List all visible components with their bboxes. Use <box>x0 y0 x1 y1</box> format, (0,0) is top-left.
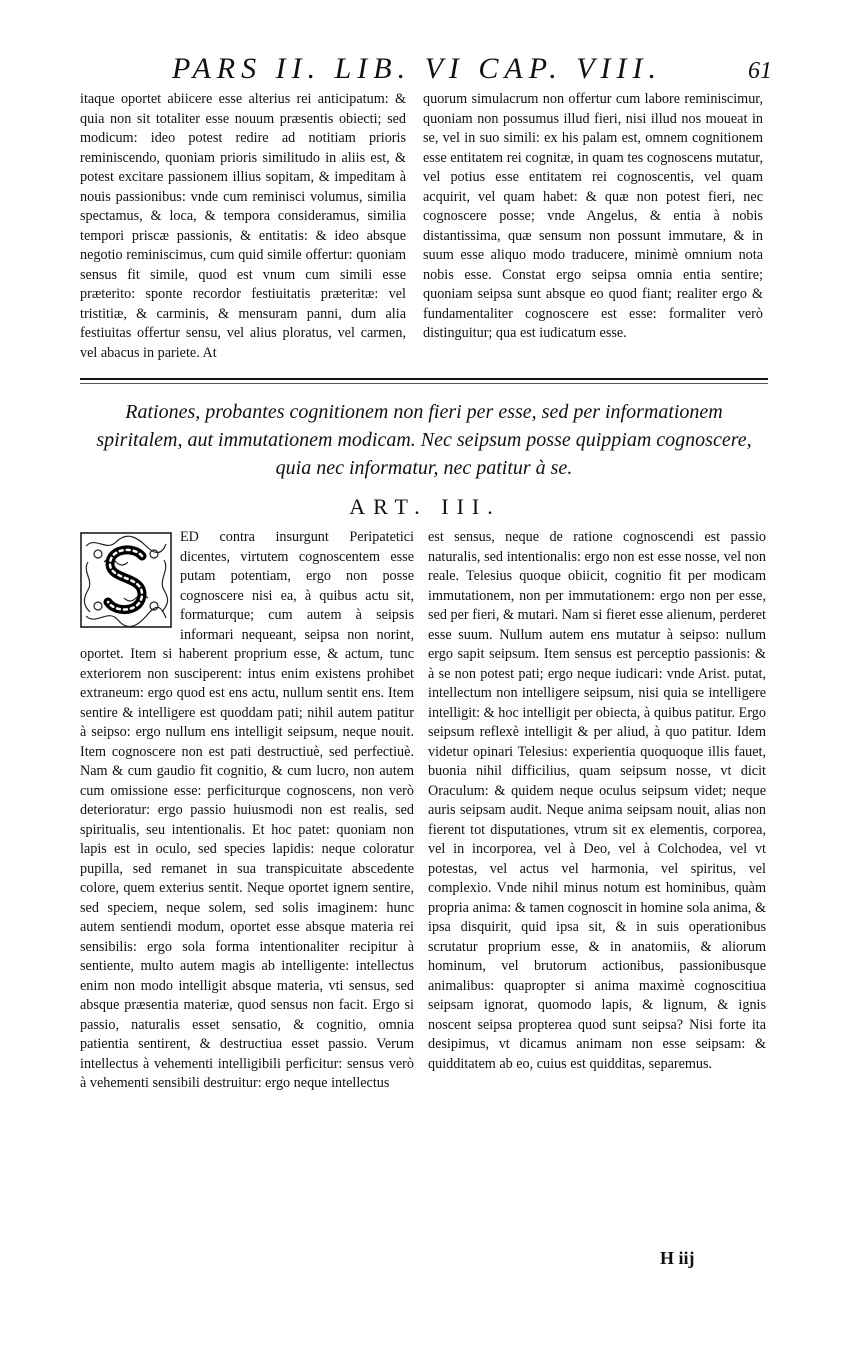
bottom-right-column <box>428 528 766 1074</box>
bottom-left-paragraph: ED contra insurgunt Peripatetici dicentes, virtutem cognoscentem esse putam potentiam, ergo non posse cognoscere nisi ea, à quibus actu sit, formaturque; cum autem à seipsis informari nequeant, seipsa non norint, oportet. Item si haberent proprium esse, & actum, tunc exteriorem non susciperent: intus enim existens prohibet extraneum: ergo quod est ens actu, nullum sentit ens. Item sentire & intelligere est quoddam pati; nihil autem patitur à seipso: ergo nullum ens intelligit seipsum, neque nouit. Item cognoscere non est pati destructiuè, sed perfectiuè. Nam & cum gaudio fit cognitio, & cum lucro, non autem cum omissione esse: perficiturque cognoscens, non verò deterioratur: ergo passio huiusmodi non est realis, sed spiritualis, seu intentionalis. Et hoc patet: quoniam non lapis est in oculo, sed species lapidis: neque coloratur pupilla, sed remanet in sua transpicuitate abscedente colore, quem exterius sentit. Neque oportet ignem sentire, sed speciem, neque solem, sed solis imaginem: hunc autem sentiendi modum, oportet esse absque materia rei sensibilis: ergo sola forma intentionaliter recipitur à sentiente, multo autem magis ab intelligente: intellectus enim non modo intelligit absque materia, vti sensus, sed absque præsentia materiæ, quod sensus non facit. Ergo si passio, naturalis esset sensatio, & cognitio, omnia patientia sentirent, & destructiua esset passio. Verum intellectus à vehementi intelligibili perficitur: sensus verò à vehementi sensibili destruitur: ergo neque intellectus <box>80 529 414 1091</box>
section-heading: Rationes, probantes cognitionem non fieri per esse, sed per informationem spiritalem, aut immutationem modicam. Nec seipsum posse quippiam cognoscere, quia nec informatur, nec patitur à se. <box>96 401 752 479</box>
decorated-initial-s-icon <box>80 532 172 628</box>
running-head: PARS II. LIB. VI CAP. VIII. <box>172 52 662 85</box>
page-number: 61 <box>748 58 772 84</box>
article-label: ART. III. <box>349 494 501 519</box>
section-divider <box>80 378 768 380</box>
bottom-left-column <box>80 528 414 1094</box>
bottom-right-paragraph: est sensus, neque de ratione cognoscendi est passio naturalis, sed intentionalis: ergo non est esse nosse, vel non reale. Telesius quoque obiicit, cognitio fit per modicam immutationem, non per immutationem: ergo non per esse, sed per fieri, & mutari. Nam si fieret esse alienum, perderet esse suum. Nullum autem ens mutatur à seipso: nullum ergo sapit seipsum. Item sensus est perceptio passionis: & à se non potest pati; ergo neque iudicari: vnde Arist. putat, intellectum non intelligere seipsum, nisi quia se intelligere intelligit: & hoc intelligit per obiecta, à quibus patitur. Ergo seipsum reflexè intelligit & per aliud, à quo patitur. Idem videtur opinari Telesius: experientia quoquoque illis fauet, buonia nihil difficilius, quam seipsum nosse, vt dicit Oraculum: & quidem neque oculus seipsum videt; neque auris seipsam audit. Neque anima seipsam nouit, alias non fierent tot disputationes, vtrum sit ex elementis, corporea, vel in incorporea, vel à Deo, vel à Colchodea, vel vt potestas, vel actus vel harmonia, vel spiritus, vel complexio. Vnde nihil minus notum est hominibus, quàm propria anima: & tamen cognoscit in homine sola anima, & ipsa disquirit, quid ipsa sit, & in suis operationibus scrutatur proprium esse, & in anatomiis, & aliorum hominum, vel brutorum actionibus, passionibusque animalibus: quapropter si anima maximè cognoscitiua seipsam ignorat, quomodo lapis, & lignum, & ignis noscent seipsa propterea quod sunt seipsa? Nisi forte ita desipimus, vt dicamus animam non esse seipsam: & quidditatem ab eo, cuius est quidditas, separemus. <box>428 529 766 1072</box>
section-divider-thin <box>80 383 768 384</box>
signature-mark: H iij <box>660 1248 695 1268</box>
top-right-paragraph: quorum simulacrum non offertur cum labore reminiscimur, quoniam non possumus illud fieri, nisi illud nos moueat in se, vel in suo simili: ex his palam est, omnem cognitionem esse entitatem rei cognitæ, in quam tes cognoscens mutatur, vel potius esse entitatem rei cognoscentis, vel quam acquirit, vel quam habet: & quæ non potest fieri, nec cognoscere posse; vnde Angelus, & entia à nobis distantissima, quæ sensum non possunt immutare, & in suum esse aliquo modo traducere, minimè omnium nota nobis esse. Constat ergo seipsa omnia entia sentire; quoniam seipsa sunt absque eo quod fiant; realiter ergo & fundamentaliter cognoscere est esse: formaliter verò distinguitur; qua est iudicatum esse. <box>423 91 763 341</box>
top-right-column <box>423 90 763 344</box>
top-left-column <box>80 90 406 363</box>
top-left-paragraph: itaque oportet abiicere esse alterius rei anticipatum: & quia non sit totaliter esse nouum præsentis obiecti; sed modicum: ideo potest redire ad notitiam prioris reminiscendo, quoniam prioris similitudo in aliis est, & potest excitare passionem illius sopitam, & impeditam à nouis passionibus: vnde cum reminisci volumus, similia spectamus, & loca, & tempora consideramus, similia tempori priscæ passionis, & entitatis: & ideo absque negotio reminiscimus, cum quid simile offertur: quoniam sensus fit simile, quod est vnum cum simili esse præterito: sponte recordor festiuitatis præteritæ: vel tristitiæ, & carminis, & mensuram panni, dum alia festiuitas offertur sensu, vel alius ploratus, vel carmen, vel abacus in pariete. At <box>80 91 406 361</box>
